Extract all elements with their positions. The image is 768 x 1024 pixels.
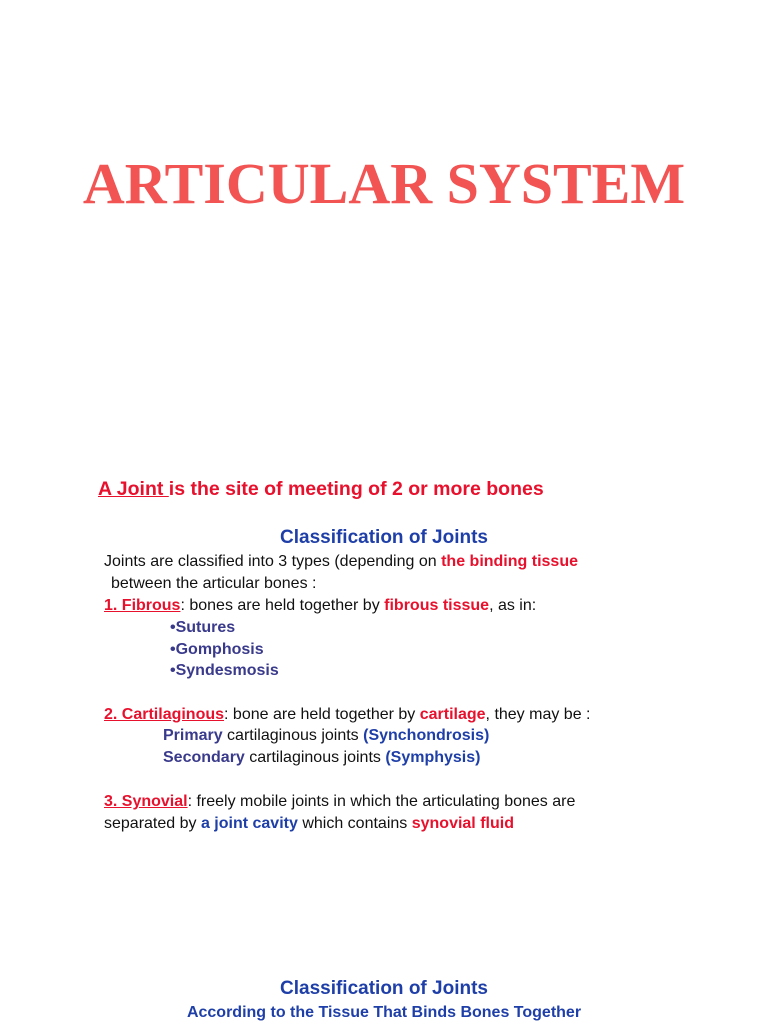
cartilaginous-text-1: : bone are held together by: [224, 706, 420, 723]
page-title: ARTICULAR SYSTEM: [82, 151, 686, 216]
fibrous-text-1: : bones are held together by: [180, 597, 385, 614]
synovial-text-1: : freely mobile joints in which the articulating bones are: [187, 793, 576, 810]
cartilaginous-line: [104, 706, 590, 724]
synovial-text-2: separated by: [104, 815, 201, 832]
secondary-label: Secondary: [163, 749, 245, 766]
cartilaginous-highlight: cartilage: [419, 706, 486, 723]
classification-heading: Classification of Joints: [280, 527, 488, 548]
primary-text: cartilaginous joints: [222, 727, 364, 744]
fibrous-item-sutures: •Sutures: [170, 619, 236, 636]
joint-definition: [98, 478, 544, 501]
fibrous-line: [104, 597, 536, 615]
fibrous-label: 1. Fibrous: [104, 597, 181, 614]
cartilaginous-label: 2. Cartilaginous: [104, 706, 225, 723]
synovial-highlight-fluid: synovial fluid: [411, 815, 514, 832]
synovial-label: 3. Synovial: [104, 793, 188, 810]
next-classification-heading: Classification of Joints: [280, 978, 488, 999]
synovial-line-1: [104, 793, 575, 811]
secondary-type: (Symphysis): [385, 749, 481, 766]
primary-line: [163, 727, 489, 745]
synovial-text-3: which contains: [297, 815, 412, 832]
fibrous-highlight: fibrous tissue: [384, 597, 490, 614]
secondary-text: cartilaginous joints: [244, 749, 386, 766]
cartilaginous-text-2: , they may be :: [485, 706, 591, 723]
fibrous-text-2: , as in:: [489, 597, 537, 614]
intro-line-2: between the articular bones :: [111, 575, 317, 592]
next-classification-subheading: According to the Tissue That Binds Bones Together: [186, 1004, 582, 1021]
intro-line-1: [104, 553, 578, 571]
fibrous-item-gomphosis: •Gomphosis: [170, 641, 264, 658]
intro-text: Joints are classified into 3 types (depending on: [104, 553, 442, 570]
synovial-highlight-cavity: a joint cavity: [200, 815, 298, 832]
primary-type: (Synchondrosis): [363, 727, 490, 744]
secondary-line: [163, 749, 480, 767]
intro-highlight: the binding tissue: [441, 553, 578, 570]
definition-text: is the site of meeting of 2 or more bones: [168, 478, 544, 500]
synovial-line-2: [104, 815, 514, 833]
definition-term: A Joint: [98, 478, 169, 500]
primary-label: Primary: [163, 727, 223, 744]
fibrous-item-syndesmosis: •Syndesmosis: [170, 662, 279, 679]
